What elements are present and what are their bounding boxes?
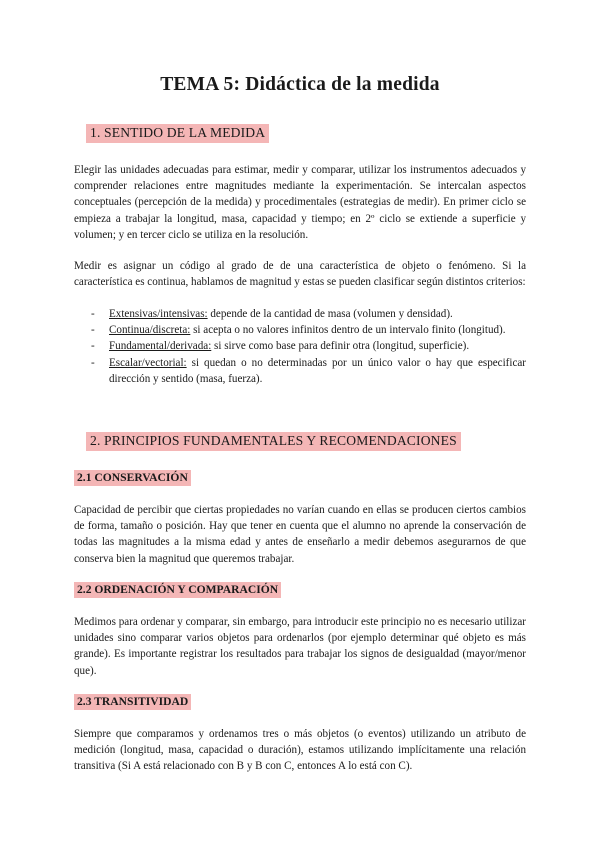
section-heading-sentido-medida: 1. SENTIDO DE LA MEDIDA [86, 124, 269, 143]
paragraph-conservacion: Capacidad de percibir que ciertas propiedades no varían cuando en ellas se producen ciertos cambios de forma, tamaño o posición. Hay que tener en cuenta que el alumno no aprende la conservación de todas las magnitudes a la misma edad y antes de enseñarlo a medir debemos asegurarnos de que conserva bien la magnitud que queremos trabajar. [74, 504, 526, 565]
list-item-text: si quedan o no determinadas por un único valor o hay que especificar dirección y sentido (masa, fuerza). [109, 356, 526, 385]
list-item-term: Continua/discreta: [109, 324, 191, 337]
list-item [74, 355, 526, 387]
subsection-heading-ordenacion: 2.2 ORDENACIÓN Y COMPARACIÓN [74, 582, 281, 598]
paragraph-sentido-medida-intro: Elegir las unidades adecuadas para estimar, medir y comparar, utilizar los instrumentos adecuados y comprender relaciones entre magnitudes mediante la experimentación. Se intercalan aspectos conceptuales (percepción de la medida) y procedimentales (estrategias de medir). En primer ciclo se empieza a trabajar la longitud, masa, capacidad y tiempo; en 2º ciclo se extiende a superficie y volumen; y en tercer ciclo se utiliza en la resolución. [74, 164, 526, 241]
list-item [74, 306, 526, 322]
subsection-heading-transitividad: 2.3 TRANSITIVIDAD [74, 694, 191, 710]
list-item [74, 322, 526, 338]
magnitudes-criteria-list [74, 306, 526, 387]
list-bullet: - [91, 324, 95, 337]
list-bullet: - [91, 308, 95, 320]
list-bullet: - [91, 340, 95, 353]
list-bullet: - [91, 356, 95, 369]
paragraph-ordenacion: Medimos para ordenar y comparar, sin embargo, para introducir este principio no es necesario utilizar unidades sino comparar varios objetos para ordenarlos (por ejemplo determinar qué objeto es más grande). Es importante registrar los resultados para trabajar los signos de desigualdad (mayor/menor que). [74, 616, 526, 677]
list-item-text: depende de la cantidad de masa (volumen y densidad). [207, 308, 453, 320]
list-item [74, 338, 526, 354]
list-item-term: Escalar/vectorial: [109, 356, 187, 369]
list-item-text: si sirve como base para definir otra (longitud, superficie). [211, 340, 470, 353]
document-title: TEMA 5: Didáctica de la medida [160, 74, 440, 95]
section-heading-principios: 2. PRINCIPIOS FUNDAMENTALES Y RECOMENDACIONES [86, 432, 461, 451]
list-item-term: Fundamental/derivada: [109, 340, 212, 353]
paragraph-medir-definicion: Medir es asignar un código al grado de de una característica de objeto o fenómeno. Si la característica es continua, hablamos de magnitud y estas se pueden clasificar según distintos criterios: [74, 260, 526, 289]
subsection-heading-conservacion: 2.1 CONSERVACIÓN [74, 470, 191, 486]
list-item-term: Extensivas/intensivas: [109, 308, 208, 320]
list-item-text: si acepta o no valores infinitos dentro de un intervalo finito (longitud). [190, 324, 506, 337]
paragraph-transitividad: Siempre que comparamos y ordenamos tres o más objetos (o eventos) utilizando un atributo de medición (longitud, masa, capacidad o duración), estamos utilizando implícitamente una relación transitiva (Si A está relacionado con B y B con C, entonces A lo está con C). [74, 728, 526, 773]
